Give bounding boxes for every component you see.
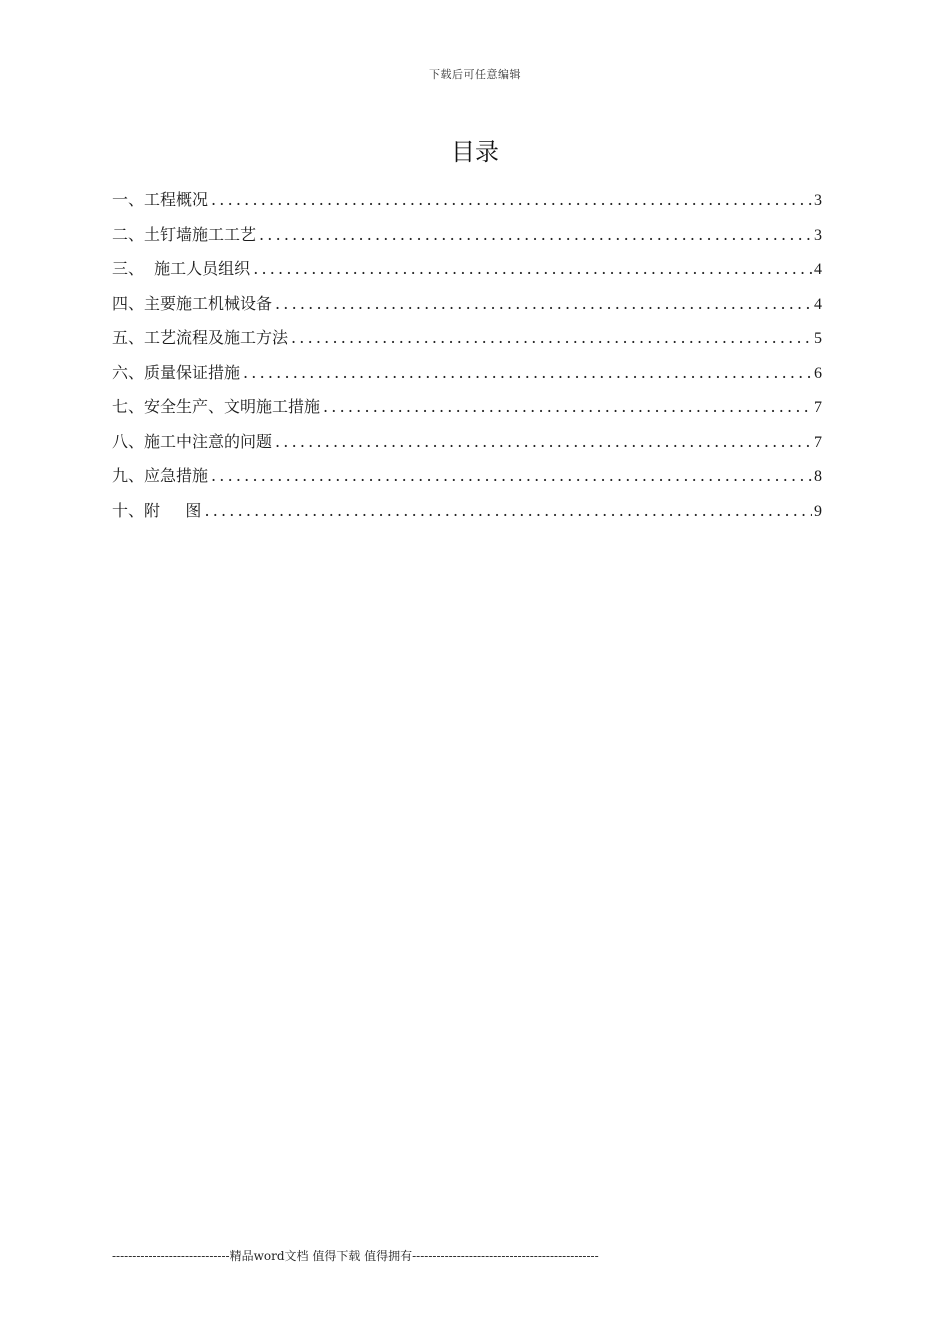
footer-note: -----------------------------精品word文档 值得下载 值得拥有----------------------------------------------	[112, 1249, 599, 1263]
toc-entry-label: 二、土钉墙施工工艺	[112, 224, 257, 244]
toc-dot-leader	[243, 360, 812, 386]
toc-entry-label: 九、应急措施	[112, 466, 209, 485]
toc-entry[interactable]	[112, 291, 822, 326]
toc-entry-page: 9	[814, 502, 822, 520]
toc-entry[interactable]	[112, 498, 822, 533]
toc-entry[interactable]	[112, 325, 822, 360]
toc-title: 目录	[451, 138, 499, 166]
toc-entry-label: 六、质量保证措施	[112, 362, 241, 382]
toc-entry[interactable]	[112, 463, 822, 498]
toc-entry[interactable]	[112, 256, 822, 291]
toc-entry-page: 8	[814, 468, 822, 485]
toc-entry-page: 3	[814, 192, 822, 209]
toc-entry-label: 八、施工中注意的问题	[112, 431, 273, 451]
toc-entry-label: 三、 施工人员组织	[112, 259, 251, 278]
toc-dot-leader	[291, 325, 812, 351]
toc-dot-leader	[211, 463, 812, 489]
toc-dot-leader	[211, 187, 812, 213]
toc-entry[interactable]	[112, 394, 822, 429]
toc-entry-page: 3	[814, 226, 822, 244]
toc-dot-leader	[204, 498, 812, 524]
toc-dot-leader	[275, 291, 812, 317]
toc-dot-leader	[275, 429, 812, 455]
toc-entry-label: 四、主要施工机械设备	[112, 293, 273, 313]
toc-entry[interactable]	[112, 360, 822, 395]
toc-dot-leader	[253, 256, 812, 282]
toc-entry[interactable]	[112, 187, 822, 222]
toc-entry-page: 5	[814, 330, 822, 347]
toc-entry-label: 七、安全生产、文明施工措施	[112, 397, 321, 416]
toc-entry-label: 五、工艺流程及施工方法	[112, 328, 289, 347]
toc-entry-page: 4	[814, 295, 822, 313]
toc-entry-label: 一、工程概况	[112, 190, 209, 209]
toc-dot-leader	[323, 394, 812, 420]
toc-entry-page: 7	[814, 399, 822, 416]
toc-entry[interactable]	[112, 222, 822, 257]
header-note: 下载后可任意编辑	[429, 68, 521, 81]
toc-entry[interactable]	[112, 429, 822, 464]
toc-dot-leader	[259, 222, 812, 248]
toc-entry-label: 十、附 图	[112, 500, 202, 520]
toc-entry-page: 4	[814, 261, 822, 278]
toc-entry-page: 6	[814, 364, 822, 382]
toc-list	[112, 187, 822, 532]
toc-entry-page: 7	[814, 433, 822, 451]
